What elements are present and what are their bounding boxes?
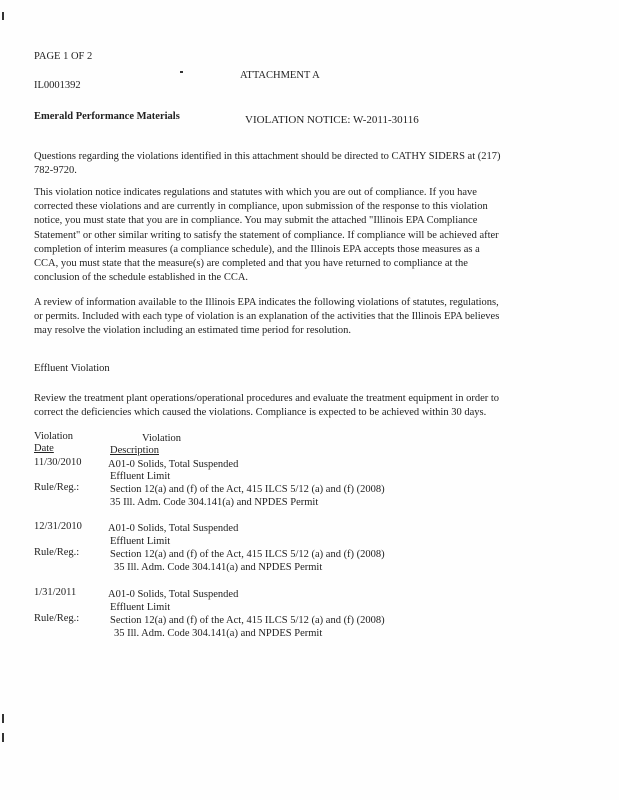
review-line: A review of information available to the Illinois EPA indicates the following violations of statutes, regulations, bbox=[34, 297, 499, 308]
review-paragraph bbox=[34, 296, 499, 339]
facility-id: IL0001392 bbox=[34, 80, 81, 91]
questions-paragraph bbox=[34, 150, 501, 178]
rule-reg-label: Rule/Reg.: bbox=[34, 613, 80, 624]
section-line: Review the treatment plant operations/operational procedures and evaluate the treatment equipment in order to bbox=[34, 393, 500, 404]
violation-date: 1/31/2011 bbox=[34, 587, 77, 598]
regulation-text: 35 Ill. Adm. Code 304.141(a) and NPDES Permit bbox=[114, 628, 323, 639]
header-violation-date-2: Date bbox=[34, 443, 54, 454]
page-number: PAGE 1 OF 2 bbox=[34, 51, 93, 62]
review-line: may resolve the violation including an estimated time period for resolution. bbox=[34, 325, 351, 337]
scan-mark-top bbox=[2, 12, 4, 20]
violation-limit: Effluent Limit bbox=[110, 471, 171, 482]
intro-line: CCA, you must state that the measure(s) are completed and that you have returned to compliance at the bbox=[34, 258, 468, 270]
intro-line: completion of interim measures (a compliance schedule), and the Illinois EPA accepts those measures as a bbox=[34, 243, 480, 255]
regulation-text: Section 12(a) and (f) of the Act, 415 ILCS 5/12 (a) and (f) (2008) bbox=[110, 484, 385, 495]
rule-reg-label: Rule/Reg.: bbox=[34, 547, 80, 558]
violation-notice-number: VIOLATION NOTICE: W-2011-30116 bbox=[245, 114, 419, 126]
regulation-text: Section 12(a) and (f) of the Act, 415 ILCS 5/12 (a) and (f) (2008) bbox=[110, 549, 385, 560]
intro-line: This violation notice indicates regulations and statutes with which you are out of compliance. If you have bbox=[34, 187, 477, 198]
section-line: correct the deficiencies which caused the violations. Compliance is expected to be achieved within 30 days. bbox=[34, 407, 487, 419]
intro-line: notice, you must state that you are in compliance. You may submit the attached "Illinois EPA Compliance bbox=[34, 215, 478, 227]
violation-description: A01-0 Solids, Total Suspended bbox=[108, 459, 239, 470]
regulation-text: 35 Ill. Adm. Code 304.141(a) and NPDES Permit bbox=[114, 562, 323, 573]
section-paragraph bbox=[34, 392, 499, 420]
scan-mark-left-1 bbox=[2, 714, 4, 723]
questions-line: 782-9720. bbox=[34, 165, 77, 177]
violation-date: 11/30/2010 bbox=[34, 457, 82, 468]
intro-line: corrected these violations and are currently in compliance, upon submission of the response to this violation bbox=[34, 201, 488, 213]
review-line: or permits. Included with each type of violation is an explanation of the activities that the Illinois EPA believes bbox=[34, 311, 500, 323]
regulation-text: 35 Ill. Adm. Code 304.141(a) and NPDES Permit bbox=[110, 497, 319, 508]
regulation-text: Section 12(a) and (f) of the Act, 415 ILCS 5/12 (a) and (f) (2008) bbox=[110, 615, 385, 626]
violation-limit: Effluent Limit bbox=[110, 602, 171, 613]
scan-mark-dot bbox=[180, 71, 183, 73]
intro-paragraph bbox=[34, 186, 499, 285]
scan-mark-left-2 bbox=[2, 733, 4, 742]
header-violation-date-1: Violation bbox=[34, 431, 74, 442]
section-title: Effluent Violation bbox=[34, 363, 110, 374]
violation-date: 12/31/2010 bbox=[34, 521, 82, 532]
violation-description: A01-0 Solids, Total Suspended bbox=[108, 589, 239, 600]
company-name: Emerald Performance Materials bbox=[34, 111, 180, 122]
header-violation-description-1: Violation bbox=[142, 433, 182, 444]
questions-line: Questions regarding the violations identified in this attachment should be directed to CATHY SIDERS at (217) bbox=[34, 151, 501, 162]
intro-line: conclusion of the schedule established in the CCA. bbox=[34, 272, 249, 284]
violation-description: A01-0 Solids, Total Suspended bbox=[108, 523, 239, 534]
rule-reg-label: Rule/Reg.: bbox=[34, 482, 80, 493]
violation-limit: Effluent Limit bbox=[110, 536, 171, 547]
attachment-title: ATTACHMENT A bbox=[240, 70, 320, 81]
header-violation-description-2: Description bbox=[110, 445, 159, 456]
intro-line: Statement" or other similar writing to satisfy the statement of compliance. If compliance will be achieved after bbox=[34, 229, 499, 241]
